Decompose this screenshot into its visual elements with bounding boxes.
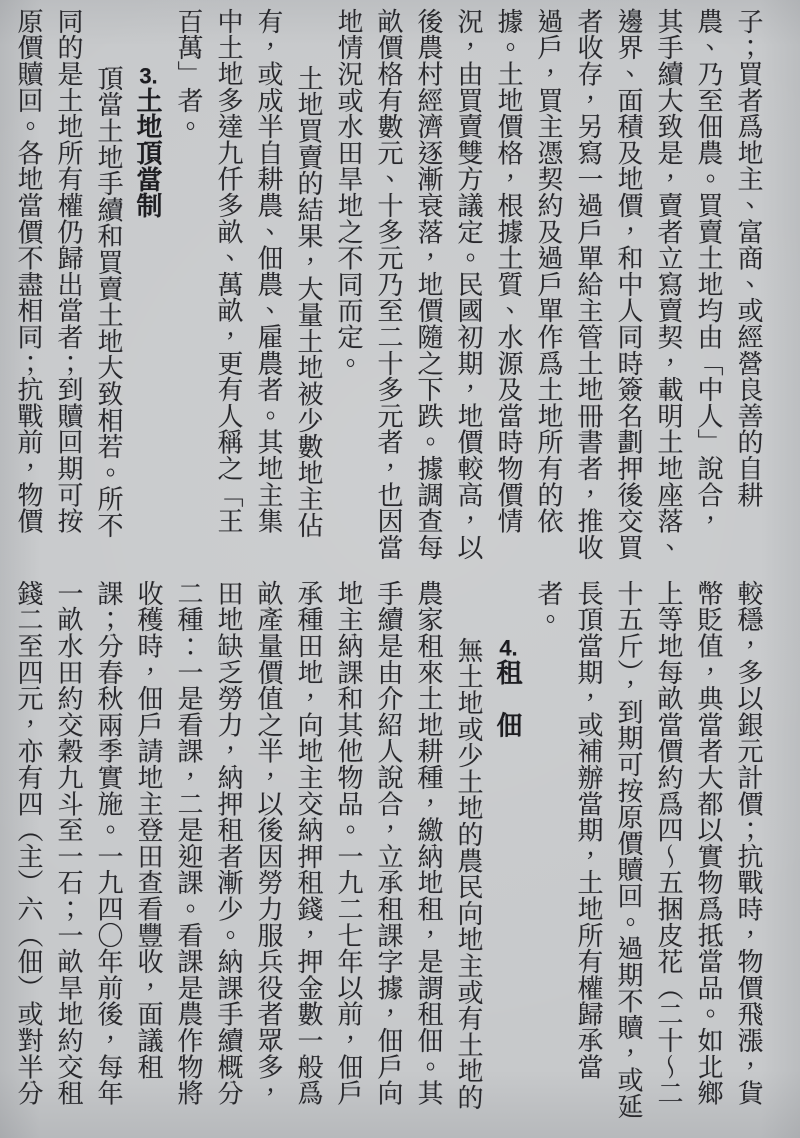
text-column: 地主納課和其他物品。一九二七年以前，佃戶 bbox=[334, 580, 363, 1106]
text-column: 原價贖回。各地當價不盡相同；抗戰前，物價 bbox=[14, 8, 43, 534]
text-column: 農家租來土地耕種，繳納地租，是謂租佃。其 bbox=[414, 580, 443, 1106]
section-number: 3. bbox=[139, 65, 158, 88]
text-column: 農、乃至佃農。買賣土地均由「中人」說合， bbox=[694, 8, 723, 534]
text-column: 況，由買賣雙方議定。民國初期，地價較高，以 bbox=[454, 8, 483, 561]
text-column: 子；買者爲地主、富商、或經營良善的自耕 bbox=[734, 8, 763, 508]
text-column: 土地買賣的結果，大量土地被少數地主佔 bbox=[294, 65, 323, 539]
text-column: 其手續大致是，賣者立寫賣契，載明土地座落、 bbox=[654, 8, 683, 561]
text-column: 無土地或少土地的農民向地主或有土地的 bbox=[454, 637, 483, 1111]
text-column: 過戶，買主憑契約及過戶單作爲土地所有的依 bbox=[534, 8, 563, 534]
text-column: 者收存，另寫一過戶單給主管土地冊書者，推收 bbox=[574, 8, 603, 561]
text-column: 畝價格有數元、十多元乃至二十多元者，也因當 bbox=[374, 8, 403, 561]
top-text-register bbox=[8, 8, 768, 564]
text-column: 田地缺乏勞力，納押租者漸少。納課手續概分 bbox=[214, 580, 243, 1106]
text-column: 上等地每畝當價約爲四～五捆皮花（二十～二 bbox=[654, 580, 683, 1106]
text-column: 者。 bbox=[534, 580, 563, 633]
text-column: 一畝水田約交穀九斗至一石；一畝旱地約交租 bbox=[54, 580, 83, 1106]
text-column: 中土地多達九仟多畝、萬畝，更有人稱之「王 bbox=[214, 8, 243, 534]
bottom-text-register bbox=[8, 580, 768, 1132]
text-column: 手續是由介紹人說合，立承租課字據，佃戶向 bbox=[374, 580, 403, 1106]
text-column: 錢二至四元，亦有四（主）六（佃）或對半分 bbox=[14, 580, 43, 1106]
text-column: 二種：一是看課，二是迎課。看課是農作物將 bbox=[174, 580, 203, 1106]
section-title: 租 佃 bbox=[493, 659, 523, 739]
section-number: 4. bbox=[499, 637, 518, 660]
text-column: 有，或成半自耕農、佃農、雇農者。其地主集 bbox=[254, 8, 283, 534]
text-column: 承種田地，向地主交納押租錢，押金數一般爲 bbox=[294, 580, 323, 1106]
text-column: 據。土地價格，根據土質、水源及當時物價情 bbox=[494, 8, 523, 534]
text-column: 幣貶值，典當者大都以實物爲抵當品。如北鄉 bbox=[694, 580, 723, 1106]
section-heading-tenancy bbox=[488, 580, 528, 1132]
text-column: 百萬」者。 bbox=[174, 8, 203, 140]
text-column: 地情況或水田旱地之不同而定。 bbox=[334, 8, 363, 377]
text-column: 收穫時，佃戶請地主登田查看豐收，面議租 bbox=[134, 580, 163, 1080]
text-column: 較穩，多以銀元計價；抗戰時，物價飛漲，貨 bbox=[734, 580, 763, 1106]
text-column: 畝產量價值之半，以後因勞力服兵役者眾多， bbox=[254, 580, 283, 1106]
text-column: 後農村經濟逐漸衰落，地價隨之下跌。據調查每 bbox=[414, 8, 443, 561]
text-column: 長頂當期，或補辦當期，土地所有權歸承當 bbox=[574, 580, 603, 1080]
text-column: 十五斤），到期可按原價贖回。過期不贖，或延 bbox=[614, 580, 643, 1120]
text-column: 頂當土地手續和買賣土地大致相若。所不 bbox=[94, 65, 123, 539]
section-heading-land-pawn bbox=[128, 8, 168, 564]
text-column: 邊界、面積及地價，和中人同時簽名劃押後交買 bbox=[614, 8, 643, 561]
text-column: 課；分春秋兩季實施。一九四〇年前後，每年 bbox=[94, 580, 123, 1106]
section-title: 土地頂當制 bbox=[133, 87, 163, 219]
text-column: 同的是土地所有權仍歸出當者；到贖回期可按 bbox=[54, 8, 83, 534]
